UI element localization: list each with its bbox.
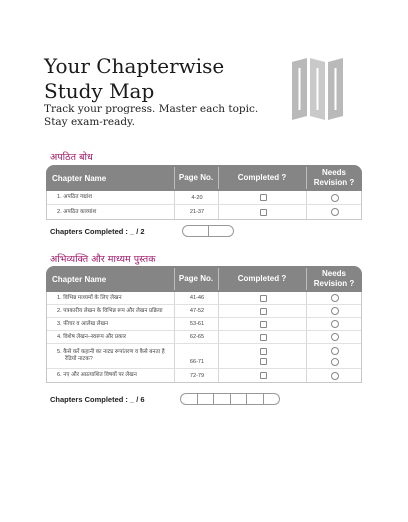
- col-page-no: Page No.: [178, 173, 214, 182]
- page-range: 62-65: [189, 334, 205, 340]
- col-chapter-name: Chapter Name: [52, 173, 107, 183]
- completed-checkbox[interactable]: [260, 209, 267, 216]
- col-needs-revision: [306, 266, 362, 292]
- revision-radio[interactable]: [331, 208, 339, 216]
- chapter-name-line1: 5. कैसे करें कहानी का नाट्य रूपांतरण व कैसे बनता है: [57, 349, 165, 355]
- col-needs-revision-line1: Needs: [321, 269, 346, 278]
- revision-radio[interactable]: [331, 320, 339, 328]
- page-title: [44, 54, 224, 104]
- page-range: 41-46: [189, 295, 205, 301]
- chapter-name-line2: रेडियो नाटक?: [65, 356, 93, 362]
- page-range: 47-52: [189, 308, 205, 314]
- chapters-completed-2: Chapters Completed : _ / 6: [50, 395, 145, 404]
- completed-checkbox[interactable]: [260, 334, 267, 341]
- revision-radio[interactable]: [331, 194, 339, 202]
- col-completed: Completed ?: [237, 274, 287, 283]
- revision-radio[interactable]: [331, 347, 339, 355]
- title-line-1: Your Chapterwise: [44, 54, 225, 78]
- chapter-name: 4. विशेष लेखन–स्वरूप और प्रकार: [57, 333, 127, 340]
- table-row: [47, 205, 361, 219]
- completed-checkbox[interactable]: [260, 372, 267, 379]
- col-needs-revision: [306, 165, 362, 191]
- completed-checkbox[interactable]: [260, 308, 267, 315]
- col-needs-revision-line2: Revision ?: [313, 178, 355, 187]
- table-row: [47, 344, 361, 369]
- completed-checkbox[interactable]: [260, 348, 267, 355]
- chapter-name: [57, 344, 165, 368]
- col-chapter-name: Chapter Name: [52, 274, 107, 284]
- page-range: 4-20: [191, 194, 203, 201]
- chapter-name: 6. नए और अप्रत्याशित विषयों पर लेखन: [57, 372, 137, 378]
- table-header: [46, 165, 362, 191]
- revision-radio[interactable]: [331, 333, 339, 341]
- table-body: [46, 292, 362, 383]
- table-row: [47, 331, 361, 344]
- table-row: [47, 305, 361, 318]
- table-row: [47, 191, 361, 205]
- revision-radio[interactable]: [331, 294, 339, 302]
- chapters-completed-1: Chapters Completed : _ / 2: [50, 227, 145, 236]
- page-range: 53-61: [189, 321, 205, 327]
- table-row: [47, 318, 361, 331]
- page-range: 21-37: [189, 209, 205, 215]
- subtitle-line-2: Stay exam-ready.: [44, 116, 135, 128]
- chapter-name: 3. फीचर व आलेख लेखन: [57, 320, 109, 327]
- col-page-no: Page No.: [178, 274, 214, 283]
- table-header: [46, 266, 362, 292]
- table-row: [47, 292, 361, 305]
- chapter-table-2: [46, 266, 362, 383]
- completed-checkbox[interactable]: [260, 358, 267, 365]
- table-row: [47, 369, 361, 382]
- revision-radio[interactable]: [331, 307, 339, 315]
- section-title-2: अभिव्यक्ति और माध्यम पुस्तक: [50, 254, 156, 265]
- chapter-name: 1. विभिन्न माध्यमों के लिए लेखन: [57, 294, 122, 301]
- folded-map-icon: [290, 58, 346, 122]
- col-needs-revision-line2: Revision ?: [313, 279, 355, 288]
- page-range: 66-71: [189, 359, 205, 365]
- chapter-name: 1. अपठित गद्यांश: [57, 194, 93, 200]
- table-body: [46, 191, 362, 220]
- completed-tracker-1[interactable]: [182, 225, 234, 237]
- revision-radio[interactable]: [331, 372, 339, 380]
- page-subtitle: [44, 103, 258, 129]
- col-needs-revision-line1: Needs: [321, 168, 346, 177]
- subtitle-line-1: Track your progress. Master each topic.: [44, 103, 259, 115]
- chapter-name: 2. पत्रकारीय लेखन के विभिन्न रूप और लेखन प्रक्रिया: [57, 307, 163, 314]
- section-title-1: अपठित बोध: [50, 152, 93, 163]
- completed-tracker-2[interactable]: [180, 393, 280, 405]
- col-completed: Completed ?: [237, 173, 287, 182]
- chapter-name: 2. अपठित काव्यांश: [57, 208, 97, 215]
- completed-checkbox[interactable]: [260, 321, 267, 328]
- revision-radio[interactable]: [331, 358, 339, 366]
- chapter-table-1: [46, 165, 362, 220]
- page-range: 72-79: [189, 372, 205, 379]
- completed-checkbox[interactable]: [260, 194, 267, 201]
- title-line-2: Study Map: [44, 79, 155, 103]
- completed-checkbox[interactable]: [260, 295, 267, 302]
